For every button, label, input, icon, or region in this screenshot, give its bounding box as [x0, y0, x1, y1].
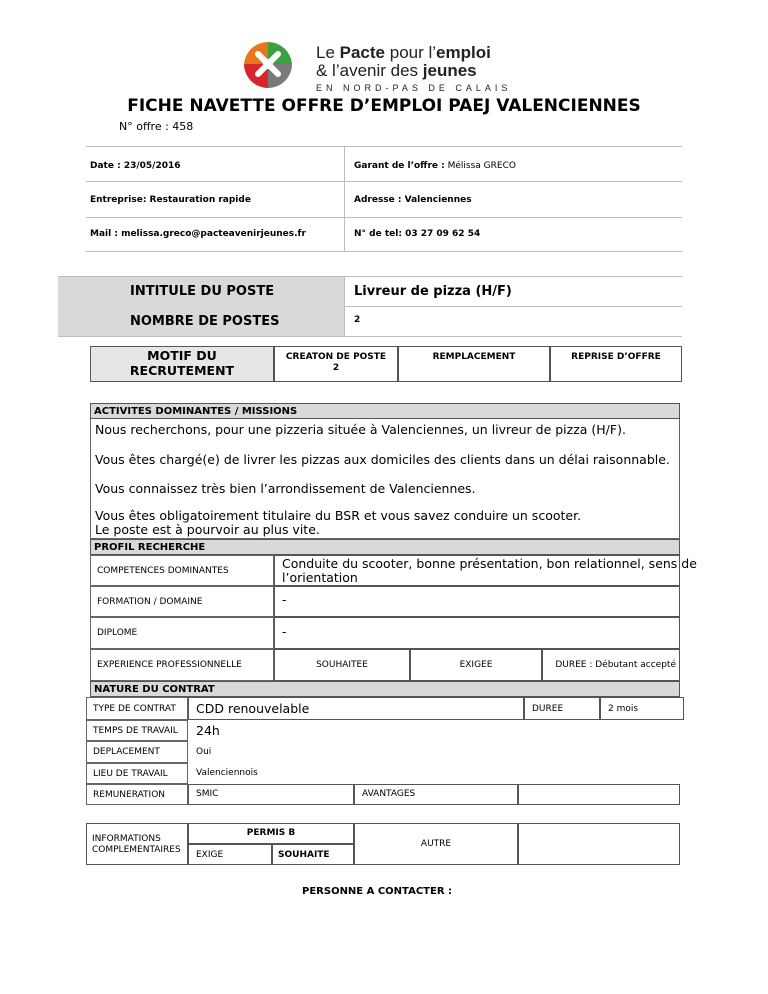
- lieu-value: Valenciennois: [196, 768, 258, 778]
- divider: [58, 336, 682, 337]
- avantages-value-cell: [518, 784, 680, 805]
- motif-label: MOTIF DU RECRUTEMENT: [129, 348, 235, 378]
- offer-number: N° offre : 458: [119, 120, 194, 133]
- formation-label: FORMATION / DOMAINE: [90, 586, 274, 617]
- avantages-label: AVANTAGES: [362, 789, 416, 799]
- diplome-value: -: [282, 624, 287, 639]
- activites-p2: Vous êtes chargé(e) de livrer les pizzas aux domiciles des clients dans un délai raisonnable.: [95, 452, 670, 467]
- contrat-header: NATURE DU CONTRAT: [94, 684, 215, 695]
- permis-text: PERMIS B: [246, 828, 296, 838]
- activites-p1: Nous recherchons, pour une pizzeria située à Valenciennes, un livreur de pizza (H/F).: [95, 422, 626, 437]
- divider: [86, 146, 682, 147]
- pacte-logo-icon: [238, 38, 298, 90]
- exige-text: EXIGE: [196, 850, 224, 860]
- activites-p3: Vous connaissez très bien l’arrondissement de Valenciennes.: [95, 481, 476, 496]
- logo-text: Le Pacte pour l’emploi & l’avenir des jeunes EN NORD-PAS DE CALAIS: [316, 43, 512, 93]
- remplacement-text: REMPLACEMENT: [432, 352, 516, 362]
- contact-label: PERSONNE A CONTACTER :: [302, 886, 452, 897]
- remuneration-value: SMIC: [196, 789, 219, 799]
- formation-cell: [274, 586, 680, 617]
- divider: [344, 146, 345, 251]
- divider: [86, 251, 682, 252]
- diplome-cell: [274, 617, 680, 649]
- activites-header: ACTIVITES DOMINANTES / MISSIONS: [94, 406, 298, 417]
- competences-label: COMPETENCES DOMINANTES: [90, 555, 274, 586]
- experience-label: EXPERIENCE PROFESSIONNELLE: [90, 649, 274, 681]
- autre-value-cell: [518, 823, 680, 865]
- souhaitee-text: SOUHAITEE: [316, 660, 368, 670]
- infos-label: INFORMATIONS COMPLEMENTAIRES: [92, 834, 181, 855]
- exigee-text: EXIGEE: [459, 660, 493, 670]
- deplacement-label: DEPLACEMENT: [86, 741, 188, 763]
- activites-p4: Vous êtes obligatoirement titulaire du BSR et vous savez conduire un scooter. Le poste est à pourvoir au plus vite.: [95, 508, 582, 537]
- lieu-label: LIEU DE TRAVAIL: [86, 763, 188, 784]
- formation-value: -: [282, 592, 287, 607]
- entreprise-field: Entreprise: Restauration rapide: [90, 195, 251, 205]
- intitule-label: INTITULE DU POSTE: [130, 284, 275, 299]
- type-value: CDD renouvelable: [196, 701, 310, 716]
- divider: [86, 181, 682, 182]
- adresse-field: Adresse : Valenciennes: [354, 195, 472, 205]
- temps-label: TEMPS DE TRAVAIL: [86, 720, 188, 741]
- diplome-label: DIPLOME: [90, 617, 274, 649]
- duree-label: DUREE: [532, 704, 564, 714]
- temps-value: 24h: [196, 723, 220, 738]
- mail-field: Mail : melissa.greco@pacteavenirjeunes.fr: [90, 229, 306, 239]
- souhaite-text: SOUHAITE: [278, 850, 330, 860]
- creation-text: CREATON DE POSTE 2: [285, 352, 387, 373]
- nombre-label: NOMBRE DE POSTES: [130, 314, 280, 329]
- divider: [86, 217, 682, 218]
- intitule-value: Livreur de pizza (H/F): [354, 284, 512, 299]
- page-title: FICHE NAVETTE OFFRE D’EMPLOI PAEJ VALENCIENNES: [127, 96, 641, 116]
- divider: [344, 276, 345, 336]
- duree-exp-text: DUREE : Débutant accepté: [555, 660, 676, 670]
- reprise-text: REPRISE D’OFFRE: [571, 352, 661, 362]
- deplacement-value: Oui: [196, 747, 212, 757]
- remuneration-label: REMUNERATION: [86, 784, 188, 805]
- date-field: Date : 23/05/2016: [90, 161, 181, 171]
- type-label: TYPE DE CONTRAT: [86, 697, 188, 720]
- garant-field: Garant de l’offre : Mélissa GRECO: [354, 161, 516, 171]
- profil-header: PROFIL RECHERCHE: [94, 542, 206, 553]
- tel-field: N° de tel: 03 27 09 62 54: [354, 229, 481, 239]
- autre-text: AUTRE: [420, 839, 452, 849]
- competences-value: Conduite du scooter, bonne présentation, bon relationnel, sens de l’orientation: [282, 556, 697, 585]
- nombre-value: 2: [354, 315, 361, 325]
- duree-value: 2 mois: [608, 704, 639, 714]
